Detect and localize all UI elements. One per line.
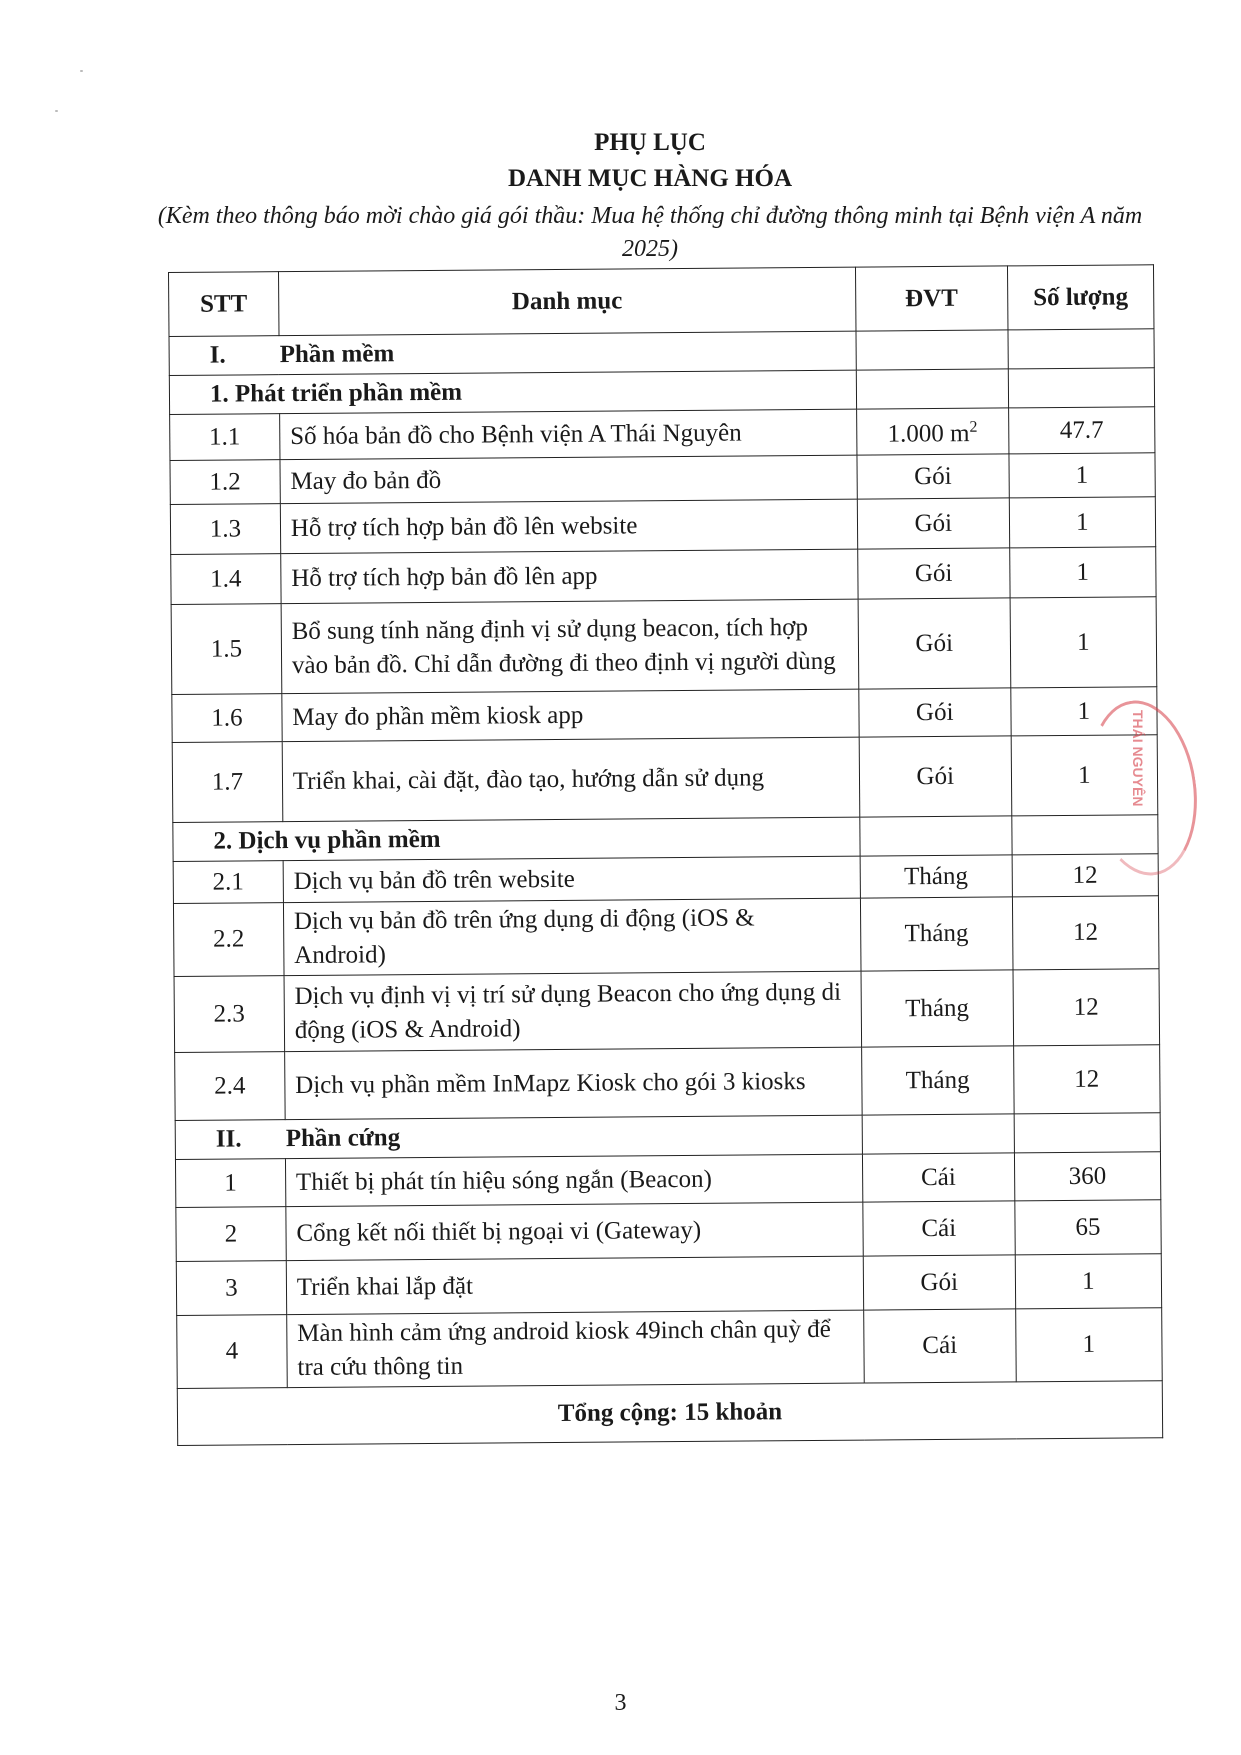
table-row [177,1308,1163,1389]
item-qty [1009,453,1156,498]
item-name-text: Dịch vụ bản đồ trên website [293,865,575,895]
table-row [170,497,1155,555]
item-qty [1013,969,1160,1046]
item-unit-text: Gói [915,629,954,657]
item-name [285,1154,862,1207]
item-stt [172,694,282,743]
item-unit [858,598,1011,689]
item-unit-text: 1.000 m [887,420,970,449]
item-unit [860,855,1012,898]
item-unit [861,970,1014,1047]
item-name-text: Số hóa bản đồ cho Bệnh viện A Thái Nguyên [290,418,742,450]
item-unit [859,688,1011,737]
item-stt [173,861,283,904]
item-stt-text: 2.3 [213,999,245,1028]
item-name [286,1256,863,1315]
unit-superscript: 2 [969,418,978,437]
item-stt-text: 1.2 [209,467,241,496]
item-name-text: Thiết bị phát tín hiệu sóng ngắn (Beacon) [295,1165,712,1196]
table-row [174,969,1160,1053]
item-name-text: Triển khai, cài đặt, đào tạo, hướng dẫn sử dụng [292,763,765,795]
group-label: 2. Dịch vụ phần mềm [173,817,860,861]
item-name [280,499,857,554]
item-unit-text: Tháng [905,994,970,1022]
table-row [176,1254,1161,1316]
item-unit-text: Tháng [903,862,969,890]
item-unit [857,454,1009,499]
item-qty [1009,547,1156,598]
item-unit-text: Gói [914,462,952,490]
empty-cell [860,816,1012,856]
item-qty-text: 47.7 [1059,416,1104,444]
item-qty-text: 1 [1082,1330,1096,1358]
item-name-text: Dịch vụ định vị vị trí sử dụng Beacon cho ứng dụng di động (iOS & Android) [294,978,842,1044]
total-row [177,1381,1162,1446]
item-qty-text: 1 [1081,1267,1095,1295]
empty-cell [862,1114,1014,1154]
item-stt-text: 1.5 [210,634,243,663]
item-qty-text: 1 [1077,761,1091,789]
table-row [171,597,1157,695]
item-qty [1013,1045,1160,1114]
empty-cell [856,330,1008,370]
section-cell [175,1115,862,1159]
section-number: I. [209,341,226,369]
empty-cell [1014,1113,1161,1153]
item-stt [170,504,280,555]
item-qty [1010,597,1157,688]
item-qty-text: 65 [1075,1213,1101,1241]
table-row [172,735,1158,823]
item-unit-text: Cái [921,1214,957,1242]
item-qty-text: 12 [1072,918,1099,946]
item-unit [858,548,1010,599]
item-name-text: Dịch vụ phần mềm InMapz Kiosk cho gói 3 kiosks [295,1067,806,1099]
item-unit [861,1046,1013,1115]
item-stt [170,460,280,505]
item-name [284,1047,861,1120]
item-stt-text: 2.4 [214,1071,246,1100]
table-row [171,547,1156,605]
item-qty-text: 12 [1073,993,1099,1021]
col-header-qty: Số lượng [1007,265,1154,330]
item-stt [176,1261,286,1316]
item-stt [174,976,284,1053]
item-stt-text: 1.1 [208,422,241,451]
table-row [175,1152,1160,1208]
item-name [283,898,861,976]
item-stt [172,742,282,823]
table-header-row [169,265,1154,337]
item-qty-text: 1 [1077,697,1091,725]
item-qty-text: 1 [1075,508,1089,536]
stamp-text: THÁI NGUYÊN [1130,710,1146,807]
item-stt-text: 3 [225,1273,238,1302]
item-qty-text: 1 [1076,628,1090,656]
item-stt [177,1315,287,1389]
item-name [283,856,860,903]
total-label: Tổng cộng: 15 khoản [177,1381,1162,1446]
item-qty [1015,1308,1162,1382]
section-label: Phần mềm [279,340,395,369]
item-qty [1015,1254,1162,1309]
item-stt [173,903,283,977]
item-unit [859,736,1012,817]
group-label: 1. Phát triển phần mềm [169,370,856,414]
item-unit-text: Gói [920,1268,959,1296]
item-name-text: Hỗ trợ tích hợp bản đồ lên website [290,511,638,542]
item-name-text: May đo phần mềm kiosk app [292,701,584,731]
table-body [169,329,1163,1446]
item-stt-text: 1 [224,1168,237,1197]
item-stt-text: 1.4 [210,564,242,593]
item-qty-text: 360 [1068,1162,1107,1190]
scan-mark [80,70,83,72]
item-qty-text: 1 [1075,461,1089,489]
table-row [170,453,1155,505]
item-stt [176,1207,286,1262]
item-unit [862,1153,1014,1202]
item-qty [1009,497,1156,548]
item-unit-text: Tháng [905,1066,970,1094]
item-qty-text: 12 [1072,861,1098,889]
item-stt [171,604,282,695]
item-qty-text: 1 [1076,558,1090,586]
item-stt [171,554,281,605]
item-qty [1012,896,1159,970]
table-row [173,896,1159,977]
item-qty [1015,1200,1162,1255]
item-unit-text: Cái [920,1163,956,1191]
item-name-text: Triển khai lắp đặt [296,1272,474,1301]
item-name [284,971,862,1052]
item-name-text: Dịch vụ bản đồ trên ứng dụng di động (iOS & Android) [293,904,755,970]
section-label: Phần cứng [285,1124,401,1153]
item-stt-text: 2 [224,1219,238,1248]
item-stt-text: 2.2 [212,925,245,953]
section-cell [169,331,856,375]
item-qty [1008,407,1155,454]
item-name [286,1202,863,1261]
item-stt [175,1052,285,1121]
item-unit-text: Gói [914,559,953,587]
table-row [175,1045,1161,1121]
item-unit-text: Gói [915,698,954,726]
item-qty-text: 12 [1074,1065,1100,1093]
item-stt-text: 1.7 [211,767,244,796]
item-unit [860,897,1012,971]
table-row [170,407,1155,461]
item-stt-text: 4 [225,1337,239,1365]
item-name-text: Cổng kết nối thiết bị ngoại vi (Gateway) [296,1216,702,1247]
goods-table [168,264,1163,1446]
item-stt-text: 1.3 [209,514,242,543]
item-name-text: Màn hình cảm ứng android kiosk 49inch chân quỳ để tra cứu thông tin [297,1315,831,1382]
item-unit-text: Gói [916,762,955,790]
section-number: II. [215,1125,242,1153]
item-unit [863,1201,1015,1256]
item-name [282,737,860,822]
header-note: (Kèm theo thông báo mời chào giá gói thầu: Mua hệ thống chỉ đường thông minh tại Bệnh viện A năm 2025) [157,203,1143,262]
item-unit-text: Tháng [904,919,969,948]
item-unit-text: Cái [922,1331,958,1360]
empty-cell [1008,368,1155,408]
item-name [287,1310,865,1388]
table-row [172,687,1157,743]
scan-mark [55,110,58,112]
page-number: 3 [614,1690,627,1716]
col-header-stt: STT [169,272,279,337]
item-unit [863,1255,1015,1310]
col-header-name: Danh mục [278,267,855,336]
item-stt-text: 2.1 [212,867,244,896]
page-subtitle: DANH MỤC HÀNG HÓA [507,165,792,192]
item-name-text: Bổ sung tính năng định vị sử dụng beacon, tích hợp vào bản đồ. Chỉ dẫn đường đi theo định vị người dùng [291,613,836,679]
item-unit-text: Gói [914,509,953,537]
item-name [281,599,859,694]
item-name [279,409,856,460]
table-row [176,1200,1161,1262]
col-header-unit: ĐVT [855,266,1007,331]
item-name [280,455,857,504]
empty-cell [856,369,1008,409]
item-stt-text: 1.6 [211,703,243,732]
item-stt [170,414,280,461]
empty-cell [1008,329,1155,369]
item-name-text: May đo bản đồ [290,466,442,495]
item-unit [863,1309,1015,1383]
page-title: PHỤ LỤC [594,129,706,156]
item-qty [1014,1152,1161,1201]
item-name-text: Hỗ trợ tích hợp bản đồ lên app [291,562,598,592]
item-name [281,549,858,604]
item-name [282,689,859,742]
item-unit [857,498,1009,549]
item-stt [175,1159,285,1208]
item-unit [856,408,1008,455]
